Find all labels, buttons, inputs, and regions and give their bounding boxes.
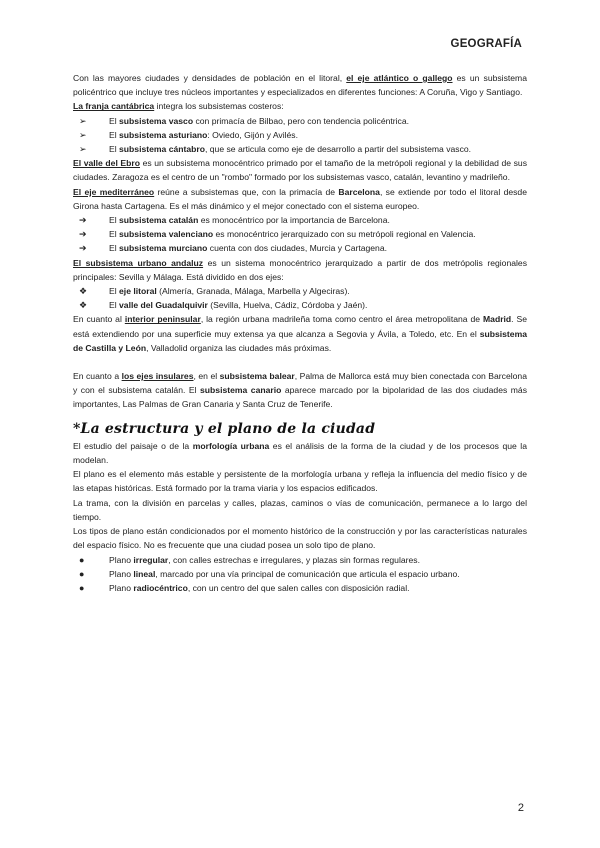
page-number: 2 (517, 802, 524, 814)
term-eje-mediterraneo: El eje mediterráneo (73, 186, 155, 197)
list-item: ➔ El subsistema murciano cuenta con dos ciudades, Murcia y Cartagena. (73, 241, 527, 255)
document-header-subject: GEOGRAFÍA (450, 38, 522, 50)
paragraph-franja-cantabrica: La franja cantábrica integra los subsistemas costeros: (73, 101, 284, 112)
term-subsistema-andaluz: El subsistema urbano andaluz (73, 257, 204, 268)
term-interior-peninsular: interior peninsular (124, 314, 201, 325)
paragraph-subsistema-andaluz: El subsistema urbano andaluz es un sistema monocéntrico jerarquizado a partir de dos metrópolis regionales principales: Sevilla y Málaga. Está dividido en dos ejes: (73, 257, 527, 282)
paragraph-tipos-plano: Los tipos de plano están condicionados por el momento histórico de la construcción y por las características naturales del espacio físico. No es frecuente que una ciudad posea un solo tipo de plano. (73, 526, 527, 551)
paragraph-valle-ebro: El valle del Ebro es un subsistema monocéntrico primado por el tamaño de la metrópoli regional y la debilidad de sus ciudades. Zaragoza es el centro de un "rombo" formado por los subsistemas vasco, catalán, levantino y madrileño. (73, 158, 528, 183)
paragraph-interior-peninsular: En cuanto al interior peninsular, la región urbana madrileña toma como centro el área metropolitana de Madrid. Se está extendiendo por una superficie muy extensa ya que alcanza a Segovia y Ávila, a Toledo, etc. En el subsistema de Castilla y León, Valladolid organiza las ciudades más próximas. (73, 314, 528, 353)
list-item: ➢ El subsistema cántabro, que se articula como eje de desarrollo a partir del subsistema vasco. (73, 142, 527, 156)
dot-bullet-icon: ● (79, 568, 85, 579)
paragraph-morfologia: El estudio del paisaje o de la morfología urbana es el análisis de la forma de la ciudad y de los procesos que la modelan. (73, 440, 527, 466)
term-eje-atlantico: el eje atlántico o gallego (346, 73, 453, 83)
list-item: ➔ El subsistema valenciano es monocéntrico jerarquizado con su metrópoli regional en Valencia. (73, 227, 527, 241)
list-cantabrica (73, 114, 527, 157)
paragraph-trama: La trama, con la división en parcelas y calles, plazas, caminos o vías de comunicación, permanece a lo largo del tiempo. (73, 497, 527, 522)
dot-bullet-icon: ● (79, 582, 85, 593)
arrow-bullet-icon: ➔ (79, 215, 87, 226)
list-item: ➢ El subsistema vasco con primacía de Bilbao, pero con tendencia policéntrica. (73, 114, 527, 128)
paragraph-eje-atlantico: Con las mayores ciudades y densidades de población en el litoral, el eje atlántico o gallego es un subsistema policéntrico que incluye tres núcleos importantes y especializados en diferentes funciones: A Coruña, Vigo y Santiago. (73, 73, 527, 98)
paragraph-ejes-insulares: En cuanto a los ejes insulares, en el subsistema balear, Palma de Mallorca está muy bien conectada con Barcelona y con el subsistema catalán. El subsistema canario aparece marcado por la bipolaridad de las dos ciudades más importantes, Las Palmas de Gran Canaria y Santa Cruz de Tenerife. (73, 371, 527, 410)
paragraph-plano: El plano es el elemento más estable y persistente de la morfología urbana y refleja la influencia del medio físico y de las etapas históricas. Está formado por la trama viaria y los espacios edificados. (73, 469, 527, 494)
list-item: ➔ El subsistema catalán es monocéntrico por la importancia de Barcelona. (73, 213, 527, 227)
arrowhead-bullet-icon: ➢ (79, 144, 87, 155)
dot-bullet-icon: ● (79, 554, 85, 565)
term-ejes-insulares: los ejes insulares (121, 371, 194, 382)
list-item: ❖ El valle del Guadalquivir (Sevilla, Huelva, Cádiz, Córdoba y Jaén). (73, 298, 527, 312)
diamond-bullet-icon: ❖ (79, 300, 88, 311)
list-item: ● Plano lineal, marcado por una vía principal de comunicación que articula el espacio urbano. (73, 567, 527, 581)
list-item: ● Plano radiocéntrico, con un centro del que salen calles con disposición radial. (73, 581, 527, 595)
list-mediterraneo (73, 213, 527, 256)
arrowhead-bullet-icon: ➢ (79, 115, 87, 126)
list-andaluz (73, 284, 527, 312)
diamond-bullet-icon: ❖ (79, 286, 88, 297)
list-item: ● Plano irregular, con calles estrechas e irregulares, y plazas sin formas regulares. (73, 553, 527, 567)
list-item: ➢ El subsistema asturiano: Oviedo, Gijón y Avilés. (73, 128, 527, 142)
list-item: ❖ El eje litoral (Almería, Granada, Málaga, Marbella y Algeciras). (73, 284, 527, 298)
term-franja-cantabrica: La franja cantábrica (73, 101, 155, 112)
document-body (73, 71, 527, 595)
arrow-bullet-icon: ➔ (79, 229, 87, 240)
paragraph-eje-mediterraneo: El eje mediterráneo reúne a subsistemas que, con la primacía de Barcelona, se extiende por todo el litoral desde Girona hasta Cartagena. Es el más dinámico y el mejor conectado con el sistema europeo. (73, 186, 527, 211)
term-valle-ebro: El valle del Ebro (73, 158, 140, 169)
arrowhead-bullet-icon: ➢ (79, 129, 87, 140)
section-title: *La estructura y el plano de la ciudad (73, 420, 376, 437)
list-planos (73, 553, 527, 596)
arrow-bullet-icon: ➔ (79, 243, 87, 254)
